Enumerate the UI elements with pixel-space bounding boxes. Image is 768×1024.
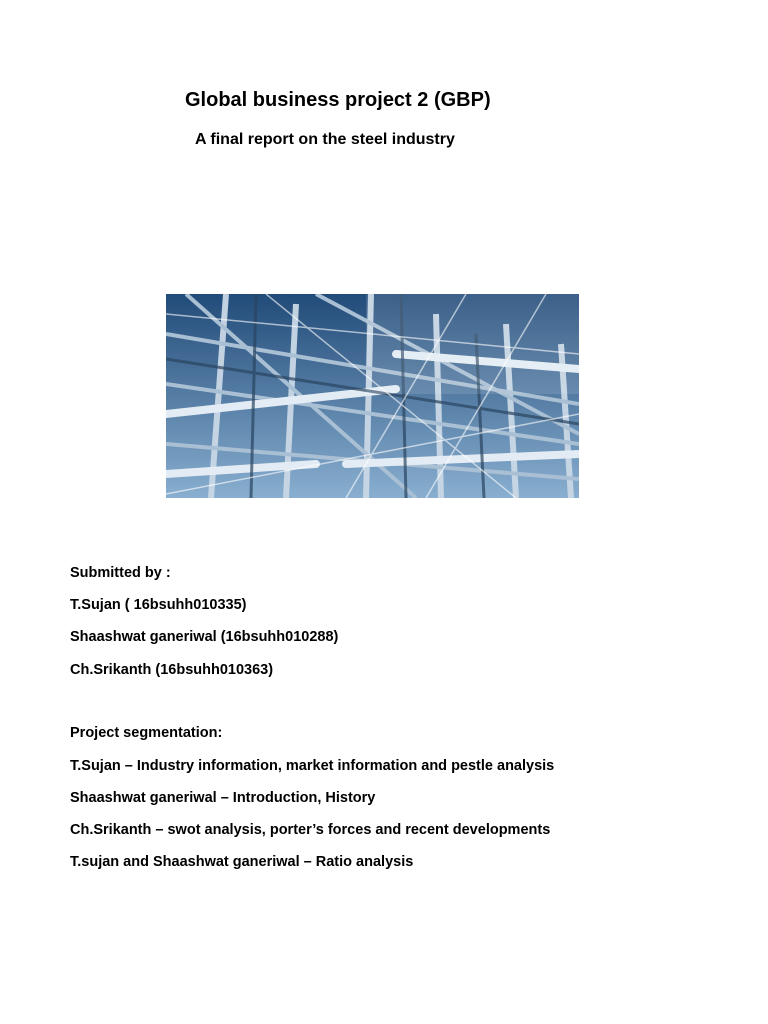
steel-structure-image [166,294,579,498]
segmentation-item: T.sujan and Shaashwat ganeriwal – Ratio analysis [70,854,414,870]
member-line: T.Sujan ( 16bsuhh010335) [70,597,247,613]
segmentation-item: Shaashwat ganeriwal – Introduction, History [70,790,376,806]
submitted-by-heading: Submitted by : [70,565,171,581]
member-line: Shaashwat ganeriwal (16bsuhh010288) [70,629,339,645]
document-title: Global business project 2 (GBP) [185,89,491,111]
segmentation-heading: Project segmentation: [70,725,223,741]
segmentation-item: T.Sujan – Industry information, market information and pestle analysis [70,758,555,774]
document-subtitle: A final report on the steel industry [195,131,455,148]
member-line: Ch.Srikanth (16bsuhh010363) [70,662,274,678]
segmentation-item: Ch.Srikanth – swot analysis, porter’s forces and recent developments [70,822,551,838]
